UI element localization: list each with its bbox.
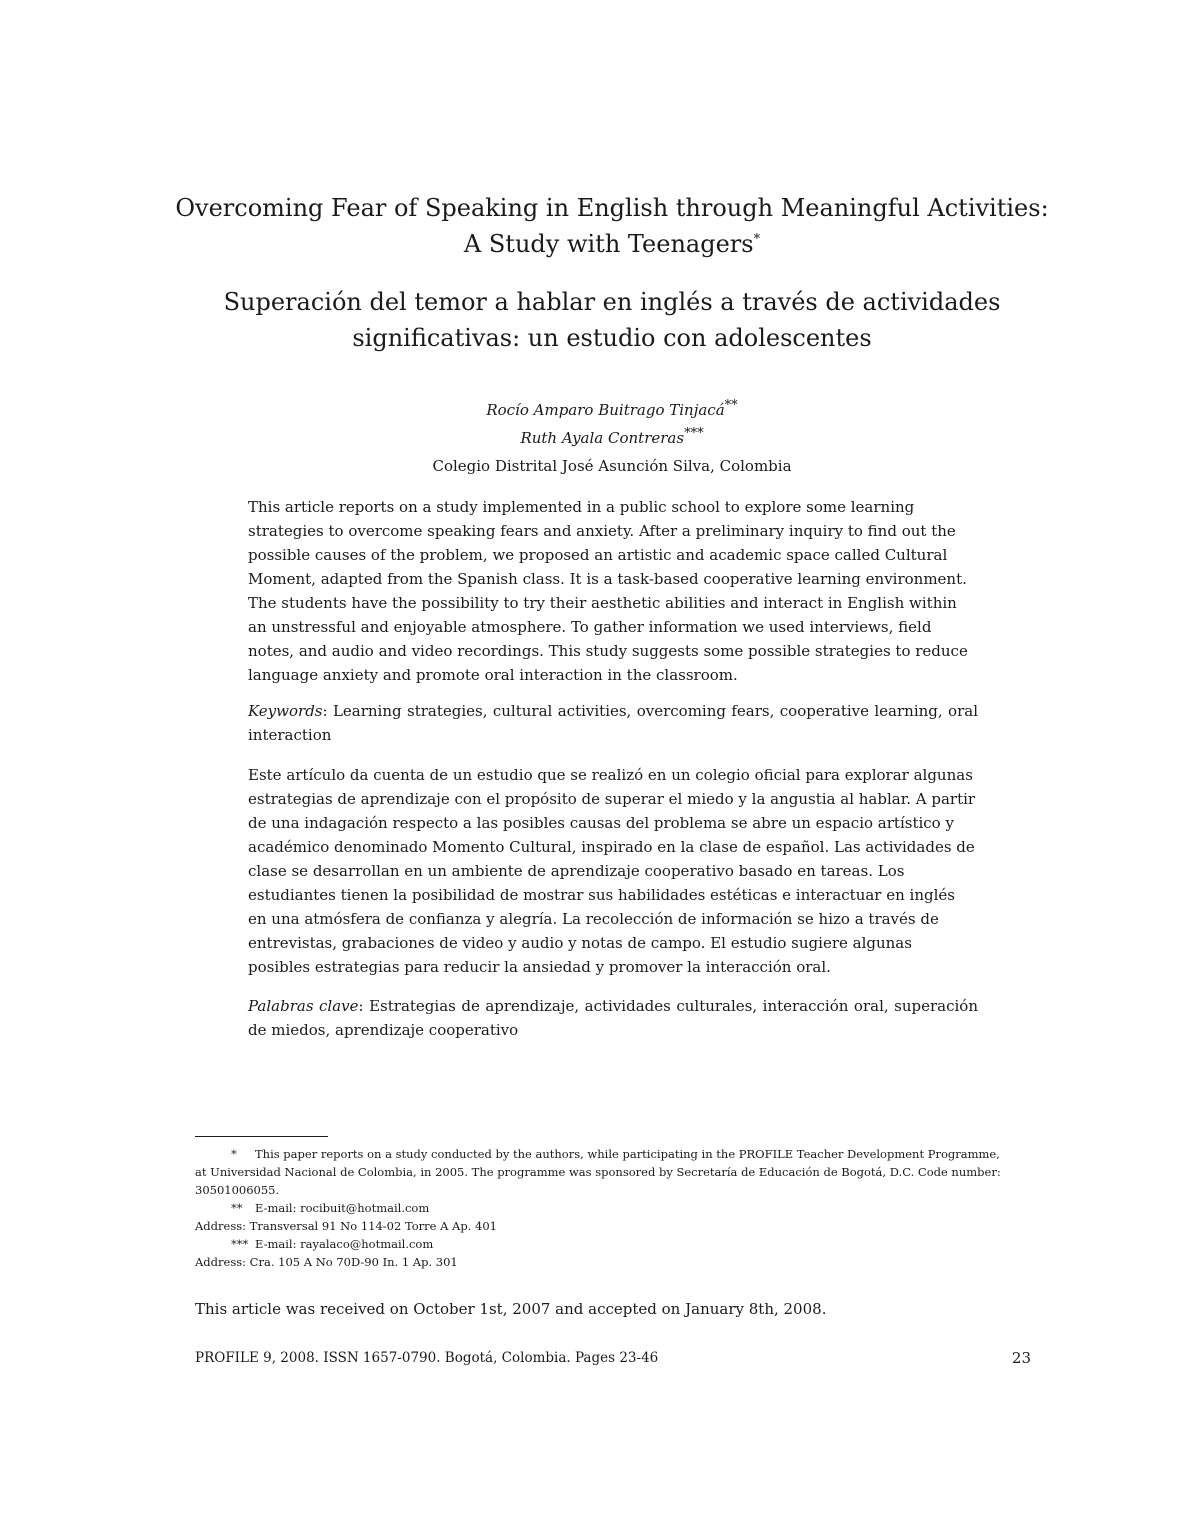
affiliation: Colegio Distrital José Asunción Silva, Colombia (432, 457, 792, 475)
abstract-english: This article reports on a study implemented in a public school to explore some learning strategies to overcome speaking fears and anxiety. After a preliminary inquiry to find out the possible causes of the problem, we proposed an artistic and academic space called Cultural Moment, adapted from the Spanish class. It is a task-based cooperative learning environment. The students have the possibility to try their aesthetic abilities and interact in English within an unstressful and enjoyable atmosphere. To gather information we used interviews, field notes, and audio and video recordings. This study suggests some possible strategies to reduce language anxiety and promote oral interaction in the classroom. (248, 498, 968, 684)
keywords-english (248, 699, 978, 747)
footnote-2-mark: ** (231, 1201, 243, 1215)
title-block (150, 190, 1074, 356)
received-note: This article was received on October 1st, 2007 and accepted on January 8th, 2008. (195, 1300, 827, 1318)
abstract-spanish: Este artículo da cuenta de un estudio que se realizó en un colegio oficial para explorar algunas estrategias de aprendizaje con el propósito de superar el miedo y la angustia al hablar. A partir de una indagación respecto a las posibles causas del problema se abre un espacio artístico y académico denominado Momento Cultural, inspirado en la clase de español. Las actividades de clase se desarrollan en un ambiente de aprendizaje cooperativo basado en tareas. Los estudiantes tienen la posibilidad de mostrar sus habilidades estéticas e interactuar en inglés en una atmósfera de confianza y alegría. La recolección de información se hizo a través de entrevistas, grabaciones de video y audio y notas de campo. El estudio sugiere algunas posibles estrategias para reducir la ansiedad y promover la interacción oral. (248, 766, 976, 976)
keywords-spanish-text: : Estrategias de aprendizaje, actividades culturales, interacción oral, superación de miedos, aprendizaje cooperativo (248, 997, 979, 1039)
author-1-name: Rocío Amparo Buitrago Tinjacá (486, 401, 725, 419)
title-english-line1: Overcoming Fear of Speaking in English through Meaningful Activities: (175, 194, 1049, 222)
footnote-3-address: Address: Cra. 105 A No 70D-90 In. 1 Ap. 301 (195, 1255, 458, 1269)
title-spanish (150, 284, 1074, 356)
footnote-1-line3: 30501006055. (195, 1183, 280, 1197)
page-number: 23 (1011, 1349, 1031, 1367)
journal-info: PROFILE 9, 2008. ISSN 1657-0790. Bogotá, Colombia. Pages 23-46 (195, 1350, 659, 1366)
footnote-1-line1 (195, 1145, 1015, 1163)
author-2 (150, 424, 1074, 452)
keywords-spanish-label: Palabras clave (248, 997, 359, 1015)
author-2-name: Ruth Ayala Contreras (520, 429, 685, 447)
footnote-1-text1: This paper reports on a study conducted by the authors, while participating in the PROFILE Teacher Development Programme, (255, 1147, 1000, 1161)
title-footnote-mark: * (753, 232, 761, 247)
footnote-1-mark: * (231, 1147, 237, 1161)
title-spanish-line2: significativas: un estudio con adolescentes (352, 324, 872, 352)
footnote-2-email: E-mail: rocibuit@hotmail.com (255, 1201, 430, 1215)
title-english (150, 190, 1074, 262)
footnotes (195, 1145, 1015, 1271)
footnote-2-email-line (195, 1199, 1015, 1217)
title-english-line2: A Study with Teenagers (463, 230, 754, 258)
keywords-english-text: : Learning strategies, cultural activities, overcoming fears, cooperative learning, oral interaction (248, 702, 978, 744)
footnote-3-email-line (195, 1235, 1015, 1253)
footnote-3-email: E-mail: rayalaco@hotmail.com (255, 1237, 434, 1251)
author-1 (150, 396, 1074, 424)
footnote-1-line2: at Universidad Nacional de Colombia, in 2005. The programme was sponsored by Secretaría de Educación de Bogotá, D.C. Code number: (195, 1165, 1001, 1179)
keywords-spanish (248, 994, 978, 1042)
author-1-mark: ** (724, 398, 738, 413)
title-spanish-line1: Superación del temor a hablar en inglés a través de actividades (223, 288, 1001, 316)
footnote-3-mark: *** (231, 1237, 249, 1251)
author-block (150, 396, 1074, 480)
keywords-english-label: Keywords (248, 702, 323, 720)
footnote-divider (195, 1136, 328, 1137)
author-2-mark: *** (684, 426, 704, 441)
footnote-2-address: Address: Transversal 91 No 114-02 Torre A Ap. 401 (195, 1219, 497, 1233)
